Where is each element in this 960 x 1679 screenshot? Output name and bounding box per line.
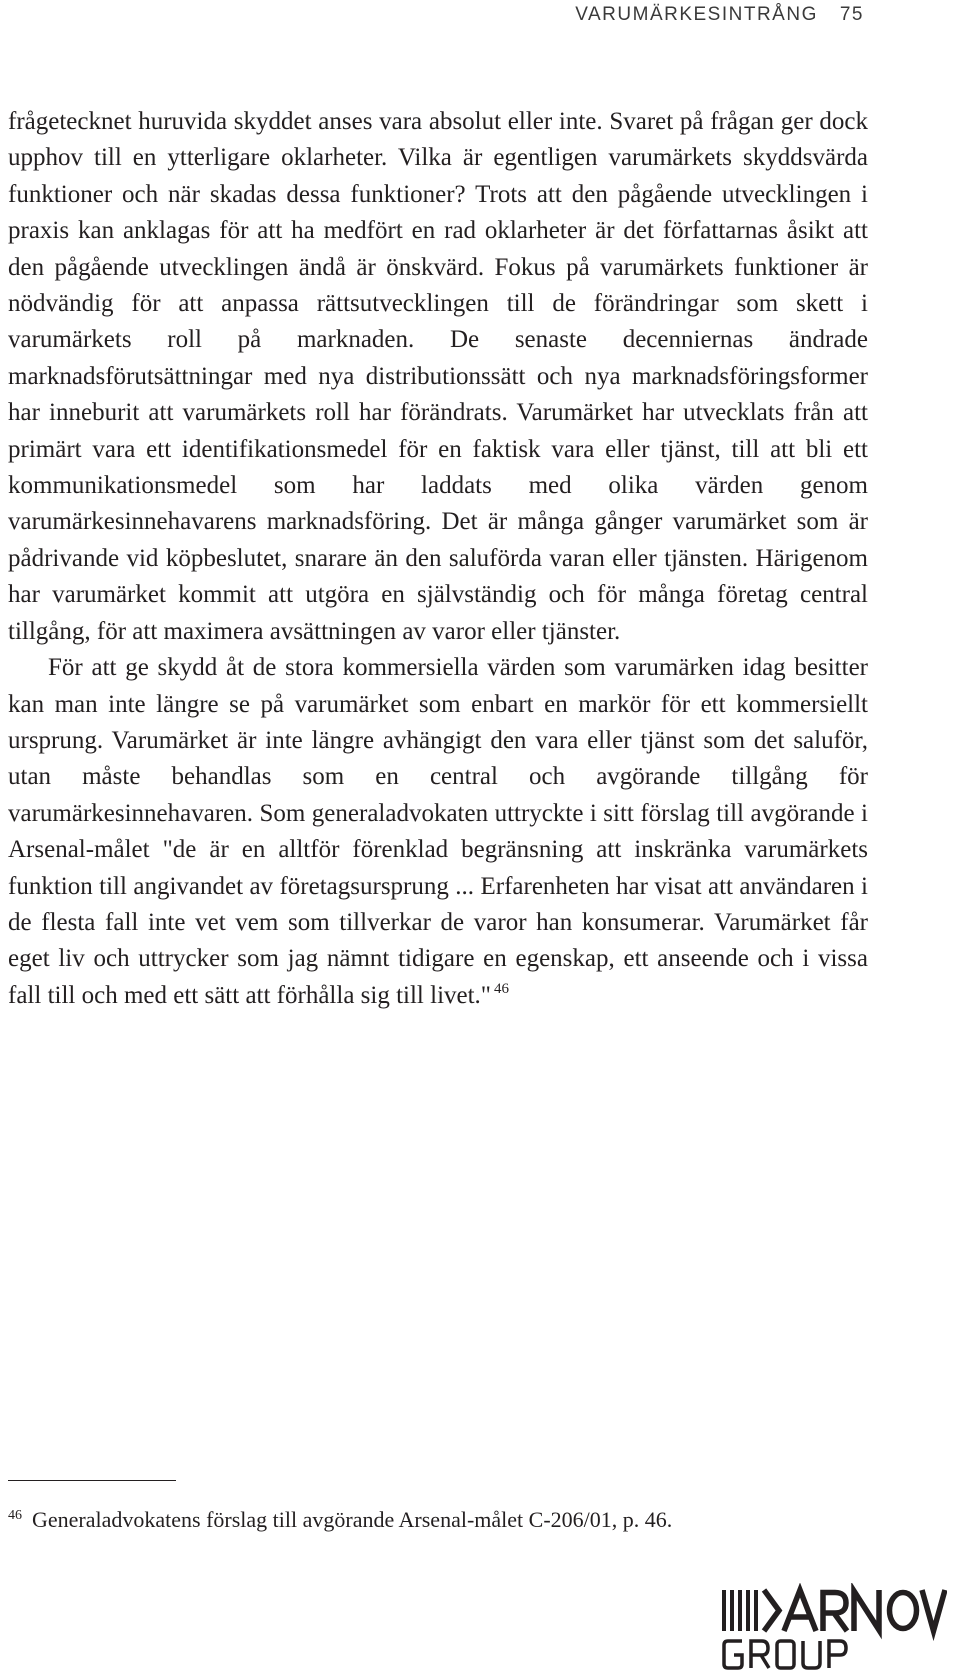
paragraph-1-text: frågetecknet huruvida skyddet anses vara absolut eller inte. Svaret på frågan ger dock upphov till en ytterligare oklarheter. Vilka är egentligen varumärkets skyddsvärda funktioner och när skadas dessa funktioner? Trots att den pågående utvecklingen i praxis kan anklagas för att ha medfört en rad oklarheter är det författarnas åsikt att den pågående utvecklingen ändå är önskvärd. Fokus på varumärkets funktioner är nödvändig för att anpassa rättsutvecklingen till de förändringar som skett i varumärkets roll på marknaden. De senaste decenniernas ändrade marknadsförutsättningar med nya distributionssätt och nya marknadsföringsformer har inneburit att varumärkets roll har förändrats. Varumärket har utvecklats från att primärt vara ett identifikationsmedel för en faktisk vara eller tjänst, till att bli ett kommunikationsmedel som har laddats med olika värden genom varumärkesinnehavarens marknadsföring. Det är många gånger varumärket som är pådrivande vid köpbeslutet, snarare än den saluförda varan eller tjänsten. Härigenom har varumärket kommit att utgöra en självständig och för många företag central tillgång, för att maximera avsättningen av varor eller tjänster. [8,108,868,645]
footnote-divider [8,1480,176,1481]
running-title: VARUMÄRKESINTRÅNG [575,4,818,25]
body-text [8,104,868,1014]
footnote [8,1505,868,1535]
paragraph-1 [8,104,868,650]
footnote-reference[interactable]: 46 [494,981,510,998]
paragraph-2 [8,650,868,1014]
karnov-group-logo [722,1583,947,1671]
page-number: 75 [839,4,864,25]
paragraph-2-text: För att ge skydd åt de stora kommersiella värden som varumärken idag besitter kan man inte längre se på varumärket som enbart en markör för ett kommersiellt ursprung. Varumärket är inte längre avhängigt den vara eller tjänst som det saluför, utan måste behandlas som en central och avgörande tillgång för varumärkesinnehavaren. Som generaladvokaten uttryckte i sitt förslag till avgörande i Arsenal-målet "de är en alltför förenklad begränsning att inskränka varumärkets funktion till angivandet av företagsursprung ... Erfarenheten har visat att användaren i de flesta fall inte vet vem som tillverkar de varor han konsumerar. Varumärket får eget liv och uttrycker som jag nämnt tidigare en egenskap, ett anseende och i vissa fall till och med ett sätt att förhålla sig till livet." [8,654,868,1009]
footnote-text: Generaladvokatens förslag till avgörande Arsenal-målet C-206/01, p. 46. [32,1507,673,1532]
running-header [575,4,864,26]
footnote-number: 46 [8,1507,22,1523]
